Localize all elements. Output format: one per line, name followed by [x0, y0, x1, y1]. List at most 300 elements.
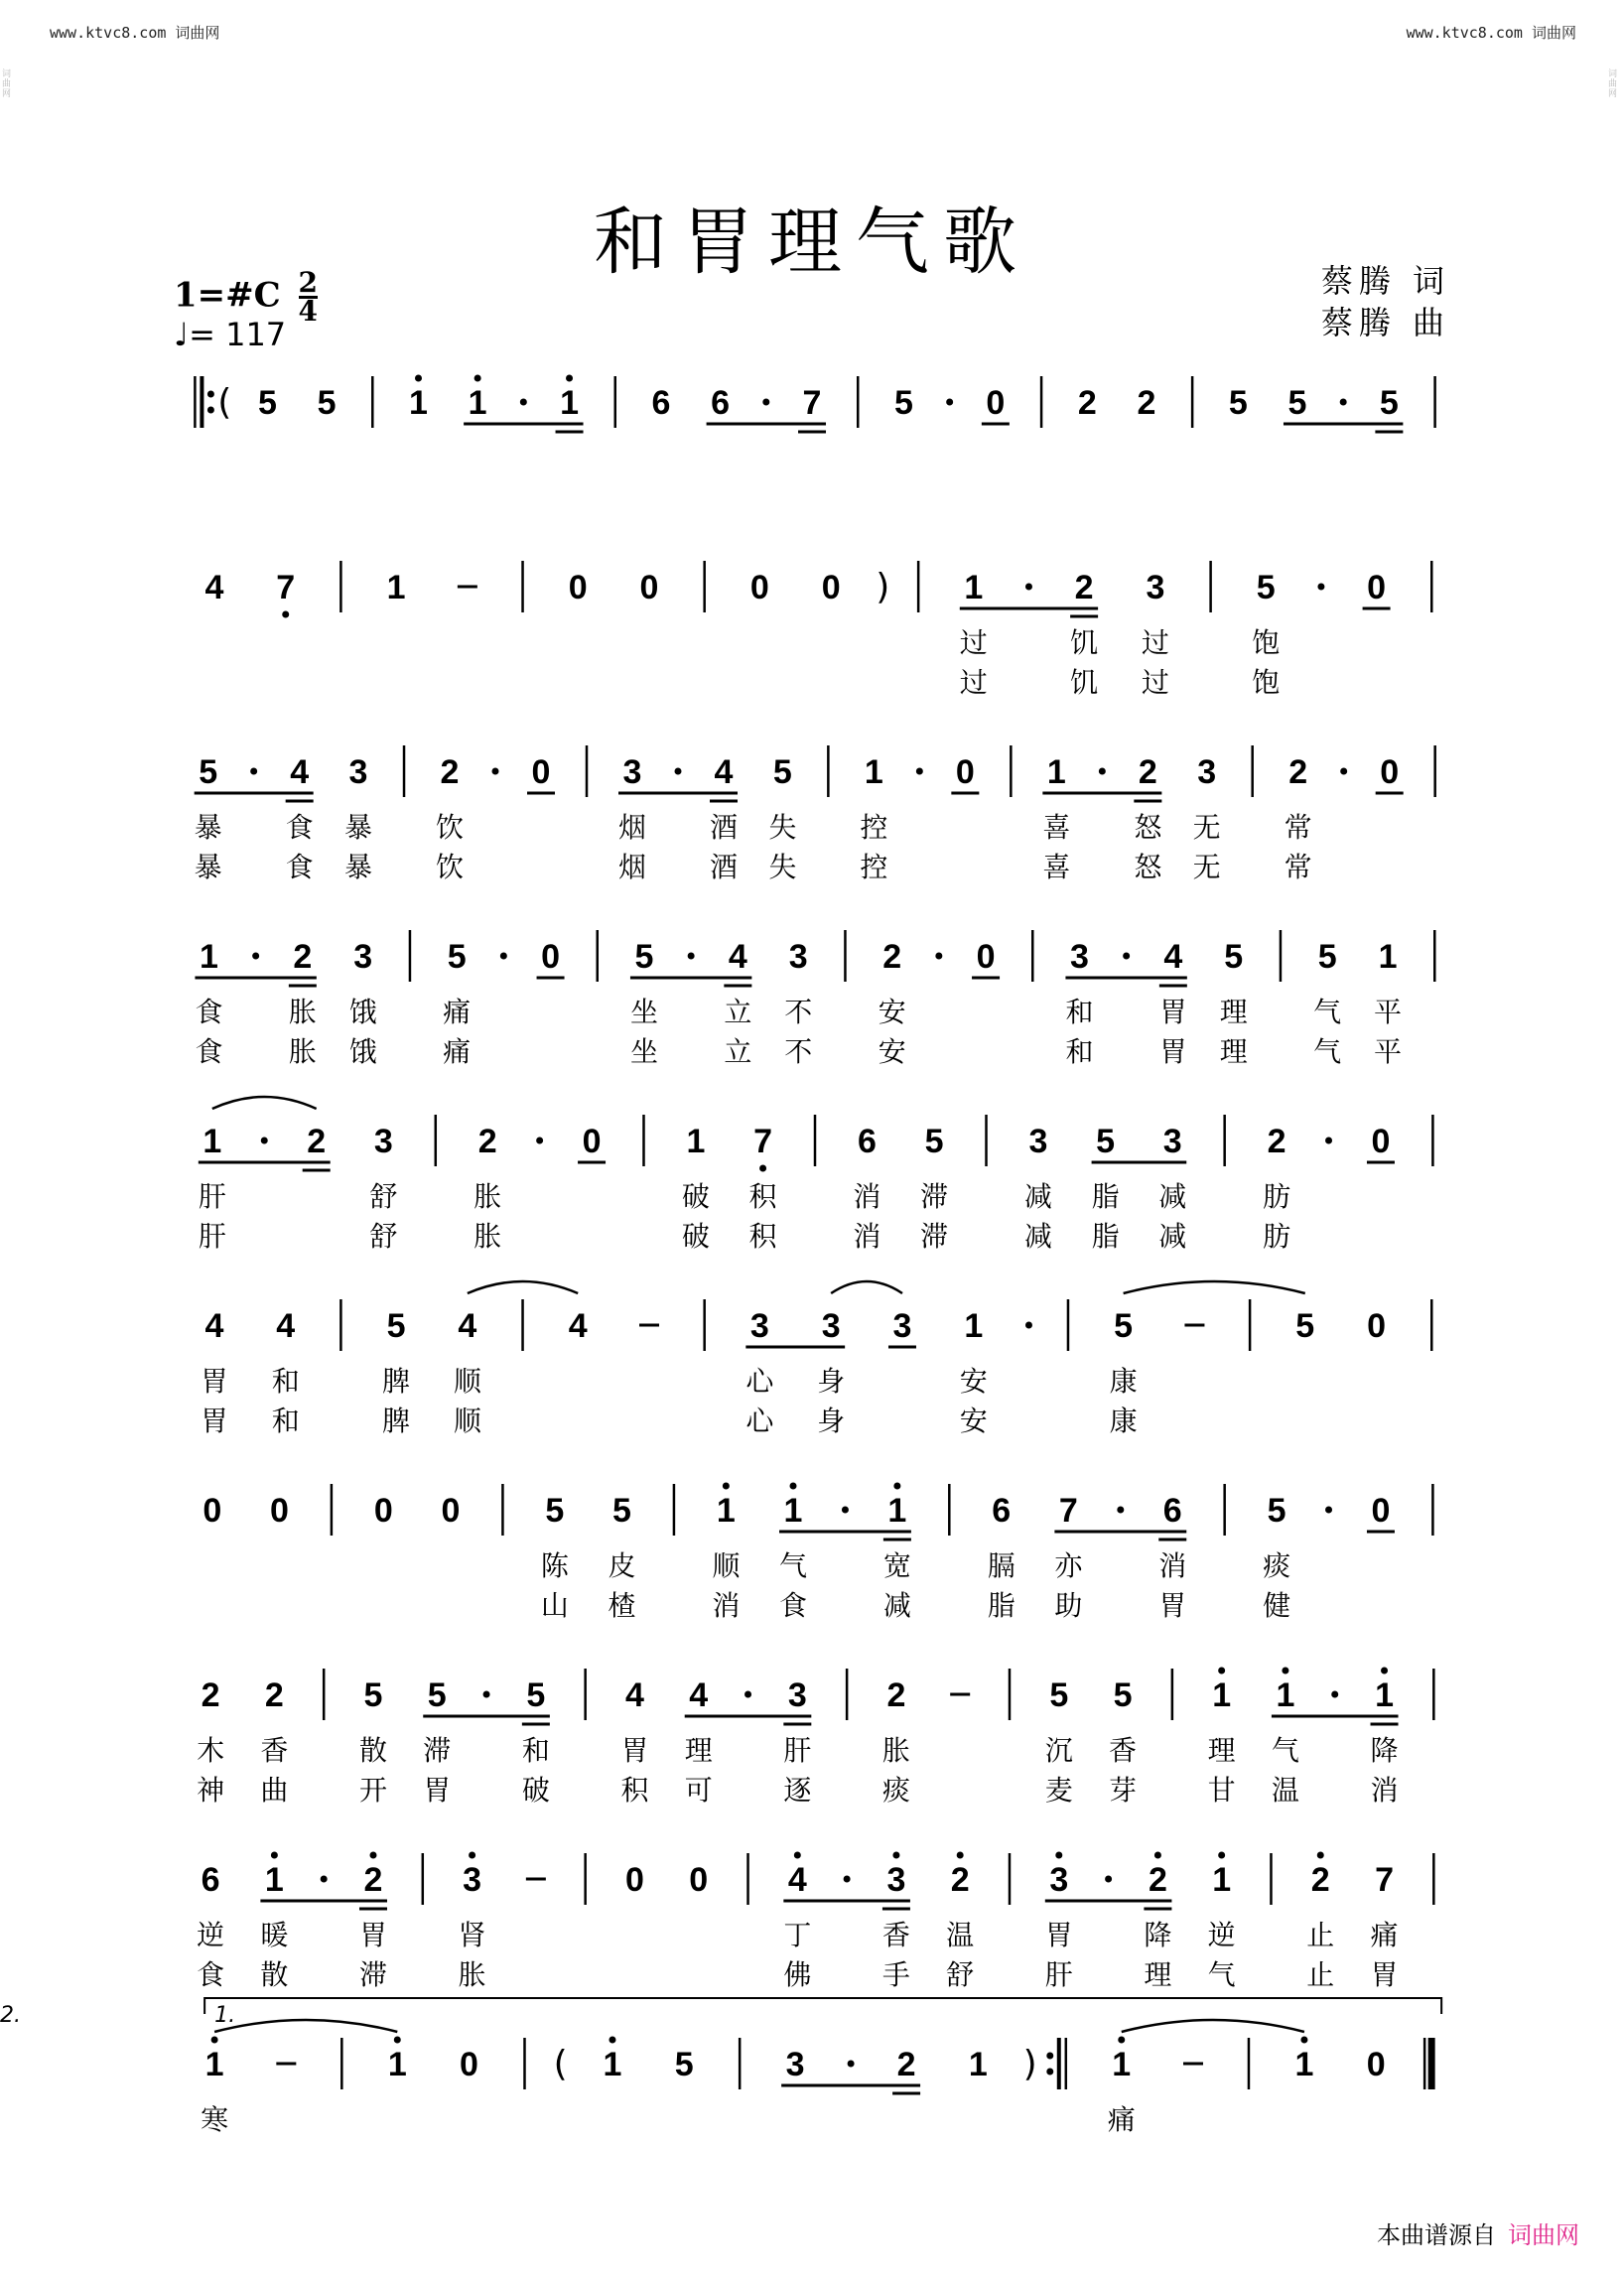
header-source-right: www.ktvc8.com 词曲网: [1406, 24, 1576, 42]
octave-up-dot: [394, 2037, 401, 2044]
octave-up-dot: [892, 1852, 899, 1859]
augmentation-dot: [848, 2061, 855, 2068]
lyric-1: 理: [1219, 996, 1248, 1028]
augmentation-dot: [1325, 1507, 1332, 1514]
note-6: 6: [1162, 1492, 1182, 1530]
footer-source: [1377, 2215, 1579, 2250]
tempo-text: = 117: [189, 316, 287, 353]
lyric-1: 饿: [348, 996, 377, 1028]
lyric-2: 滞: [358, 1958, 388, 1991]
lyric-1: 香: [881, 1919, 910, 1951]
lyric-1: 无: [1192, 811, 1221, 844]
note-5: 5: [1049, 1676, 1069, 1714]
lyric-1: 常: [1284, 811, 1312, 844]
lyric-2: 山: [540, 1589, 569, 1622]
lyric-1: 气: [779, 1549, 808, 1582]
lyric-1: 沉: [1044, 1734, 1073, 1767]
lyric-2: 消: [853, 1220, 881, 1253]
note-0: 0: [1367, 569, 1387, 606]
note-3: 3: [788, 938, 808, 976]
augmentation-dot: [1325, 1138, 1332, 1144]
note-5: 5: [1224, 938, 1244, 976]
volta-label: 2.: [0, 2003, 21, 2028]
lyric-2: 舒: [946, 1958, 975, 1991]
augmentation-dot: [744, 1691, 751, 1698]
lyric-1: 逆: [1207, 1919, 1236, 1951]
lyric-2: 和: [271, 1405, 300, 1437]
lyric-2: 心: [745, 1405, 774, 1437]
lyric-2: 止: [1306, 1958, 1335, 1991]
note-5: 5: [674, 2046, 694, 2083]
lyric-2: 怒: [1134, 851, 1162, 883]
note-2: 2: [293, 938, 313, 976]
note-0: 0: [639, 569, 659, 606]
octave-up-dot: [271, 1852, 278, 1859]
lyric-2: 减: [1023, 1220, 1052, 1253]
lyric-2: 甘: [1207, 1774, 1236, 1807]
lyric-1: 胃: [1158, 996, 1187, 1028]
note-1: 1: [783, 1492, 803, 1530]
lyric-2: 肝: [198, 1220, 226, 1253]
composer-credit: 蔡腾 曲: [1320, 304, 1450, 341]
note-1: 1: [468, 384, 487, 422]
lyric-2: 痛: [443, 1035, 472, 1068]
note-1: 1: [1294, 2046, 1314, 2083]
lyric-2: 积: [748, 1220, 777, 1253]
lyric-1: 温: [946, 1919, 975, 1951]
note-0: 0: [749, 569, 769, 606]
lyric-1: 身: [817, 1365, 846, 1398]
note-1: 1: [264, 1861, 284, 1899]
note-2: 2: [307, 1123, 327, 1160]
augmentation-dot: [916, 768, 923, 775]
lyric-1: 食: [285, 811, 314, 844]
octave-up-dot: [1055, 1852, 1062, 1859]
augmentation-dot: [321, 1876, 328, 1883]
octave-up-dot: [609, 2037, 615, 2044]
lyric-1: 失: [768, 811, 797, 844]
lyricist-credit: 蔡腾 词: [1320, 262, 1450, 300]
note-0: 0: [582, 1123, 602, 1160]
octave-up-dot: [1118, 2037, 1125, 2044]
augmentation-dot: [1340, 768, 1347, 775]
time-signature-bottom: 4: [298, 295, 319, 328]
note-3: 3: [821, 1307, 841, 1345]
note-1: 1: [716, 1492, 736, 1530]
note-4: 4: [714, 753, 734, 791]
lyric-1: 消: [853, 1180, 881, 1213]
note-2: 2: [1310, 1861, 1330, 1899]
volta-label: 1.: [214, 2003, 236, 2028]
note-1: 1: [203, 1123, 222, 1160]
lyric-1: 痛: [443, 996, 472, 1028]
note-4: 4: [276, 1307, 296, 1345]
note-5: 5: [526, 1676, 546, 1714]
note-5: 5: [545, 1492, 565, 1530]
lyric-2: 麦: [1044, 1774, 1073, 1807]
lyric-2: 常: [1284, 851, 1312, 883]
augmentation-dot: [1331, 1691, 1338, 1698]
lyric-1: 暴: [344, 811, 373, 844]
lyric-2: 芽: [1109, 1774, 1138, 1807]
note-5: 5: [199, 753, 218, 791]
note-0: 0: [1367, 1307, 1387, 1345]
note-4: 4: [458, 1307, 477, 1345]
lyric-1: 饱: [1252, 626, 1281, 659]
lyric-2: 破: [521, 1774, 550, 1807]
note-3: 3: [353, 938, 373, 976]
note-4: 4: [1163, 938, 1183, 976]
lyric-2: 脂: [1091, 1220, 1120, 1253]
lyric-2: 肝: [1044, 1958, 1073, 1991]
augmentation-dot: [492, 768, 499, 775]
note-3: 3: [1049, 1861, 1069, 1899]
parenthesis: ): [1022, 2044, 1037, 2084]
augmentation-dot: [1099, 768, 1106, 775]
note-2: 2: [363, 1861, 383, 1899]
augmentation-dot: [261, 1138, 268, 1144]
lyric-2: 不: [784, 1035, 813, 1068]
note-3: 3: [1146, 569, 1165, 606]
note-2: 2: [950, 1861, 970, 1899]
lyric-1: 胀: [474, 1180, 502, 1213]
lyric-1: 减: [1023, 1180, 1052, 1213]
note-1: 1: [964, 569, 984, 606]
note-2: 2: [477, 1123, 497, 1160]
note-3: 3: [892, 1307, 912, 1345]
note-1: 1: [1375, 1676, 1394, 1714]
lyric-2: 楂: [608, 1589, 636, 1622]
augmentation-dot: [842, 1507, 849, 1514]
note-3: 3: [1069, 938, 1089, 976]
note-1: 1: [686, 1123, 706, 1160]
note-1: 1: [887, 1492, 907, 1530]
lyric-1: 食: [195, 996, 223, 1028]
lyric-2: 胃: [1370, 1958, 1399, 1991]
lyric-2: 饮: [436, 851, 465, 883]
note-7: 7: [753, 1123, 773, 1160]
lyric-2: 胃: [423, 1774, 452, 1807]
note-5: 5: [1317, 938, 1337, 976]
lyric-1: 止: [1306, 1919, 1335, 1951]
repeat-dot: [1046, 2069, 1053, 2076]
note-3: 3: [463, 1861, 482, 1899]
note-3: 3: [622, 753, 642, 791]
lyric-1: 气: [1313, 996, 1342, 1028]
note-2: 2: [440, 753, 460, 791]
note-7: 7: [802, 384, 822, 422]
lyric-1: 散: [358, 1734, 388, 1767]
lyric-1: 胃: [200, 1365, 228, 1398]
repeat-dot: [1046, 2053, 1053, 2060]
note-4: 4: [625, 1676, 644, 1714]
tie-slur: [1124, 1281, 1305, 1293]
lyric-2: 积: [620, 1774, 649, 1807]
lyric-1: 康: [1109, 1365, 1138, 1398]
lyric-1: 饮: [436, 811, 465, 844]
lyric-2: 饿: [348, 1035, 377, 1068]
lyric-1: 顺: [712, 1549, 741, 1582]
note-0: 0: [986, 384, 1006, 422]
note-7: 7: [1375, 1861, 1394, 1899]
lyric-1: 香: [260, 1734, 289, 1767]
lyric-1: 香: [1109, 1734, 1138, 1767]
lyric-1: 理: [684, 1734, 713, 1767]
augmentation-dot: [1025, 1322, 1032, 1329]
lyric-2: 肪: [1263, 1220, 1291, 1253]
note-5: 5: [1295, 1307, 1315, 1345]
lyric-2: 饥: [1070, 666, 1099, 699]
header-source-left: www.ktvc8.com 词曲网: [50, 24, 220, 42]
lyric-1: 破: [681, 1180, 710, 1213]
quarter-note-icon: ♩: [174, 316, 190, 353]
note-4: 4: [787, 1861, 807, 1899]
tie-slur: [212, 1097, 317, 1109]
octave-up-dot: [1218, 1668, 1225, 1675]
lyric-2: 无: [1192, 851, 1221, 883]
lyric-2: 理: [1144, 1958, 1172, 1991]
lyric-2: 温: [1271, 1774, 1299, 1807]
note-6: 6: [201, 1861, 220, 1899]
augmentation-dot: [250, 768, 257, 775]
lyric-2: 食: [197, 1958, 225, 1991]
lyric-1: 逆: [197, 1919, 225, 1951]
lyric-1: 降: [1370, 1734, 1399, 1767]
note-4: 4: [728, 938, 747, 976]
lyric-1: 心: [745, 1365, 774, 1398]
augmentation-dot: [675, 768, 682, 775]
lyric-2: 和: [1065, 1035, 1094, 1068]
note-1: 1: [1212, 1676, 1232, 1714]
note-2: 2: [264, 1676, 284, 1714]
note-5: 5: [1287, 384, 1307, 422]
note-1: 1: [387, 2046, 407, 2083]
lyric-2: 脾: [382, 1405, 411, 1437]
note-4: 4: [204, 569, 224, 606]
note-4: 4: [568, 1307, 588, 1345]
note-1: 1: [560, 384, 580, 422]
note-5: 5: [317, 384, 337, 422]
octave-up-dot: [794, 1852, 801, 1859]
lyric-2: 痰: [881, 1774, 910, 1807]
note-2: 2: [1148, 1861, 1167, 1899]
lyric-1: 痛: [1107, 2103, 1136, 2136]
octave-up-dot: [1317, 1852, 1324, 1859]
note-1: 1: [1276, 1676, 1295, 1714]
lyric-1: 过: [1141, 626, 1169, 659]
note-5: 5: [893, 384, 913, 422]
note-5: 5: [612, 1492, 631, 1530]
lyric-2: 暴: [194, 851, 222, 883]
note-2: 2: [1074, 569, 1094, 606]
lyric-2: 神: [197, 1774, 225, 1807]
lyric-2: 减: [1158, 1220, 1187, 1253]
lyric-1: 过: [959, 626, 988, 659]
lyric-1: 胀: [881, 1734, 910, 1767]
note-0: 0: [689, 1861, 709, 1899]
note-1: 1: [603, 2046, 622, 2083]
lyric-1: 舒: [369, 1180, 398, 1213]
note-5: 5: [447, 938, 467, 976]
lyric-2: 顺: [453, 1405, 481, 1437]
lyric-1: 滞: [423, 1734, 452, 1767]
lyric-2: 控: [860, 851, 888, 883]
lyric-2: 烟: [618, 851, 647, 883]
note-5: 5: [257, 384, 277, 422]
augmentation-dot: [1105, 1876, 1112, 1883]
lyric-2: 身: [817, 1405, 846, 1437]
lyric-2: 气: [1313, 1035, 1342, 1068]
note-3: 3: [1197, 753, 1217, 791]
lyric-1: 怒: [1134, 811, 1162, 844]
lyric-1: 暴: [194, 811, 222, 844]
repeat-dot: [207, 391, 214, 398]
lyric-1: 立: [724, 996, 752, 1028]
augmentation-dot: [688, 953, 695, 960]
lyric-1: 胃: [620, 1734, 649, 1767]
note-1: 1: [409, 384, 428, 422]
octave-up-dot: [893, 1483, 900, 1490]
lyric-2: 食: [779, 1589, 808, 1622]
note-5: 5: [1256, 569, 1276, 606]
augmentation-dot: [1025, 584, 1032, 591]
note-3: 3: [787, 1676, 807, 1714]
note-3: 3: [1162, 1123, 1182, 1160]
lyric-1: 木: [197, 1734, 225, 1767]
note-5: 5: [427, 1676, 447, 1714]
lyric-2: 喜: [1042, 851, 1071, 883]
lyric-2: 理: [1219, 1035, 1248, 1068]
note-1: 1: [1212, 1861, 1232, 1899]
note-3: 3: [348, 753, 368, 791]
augmentation-dot: [762, 399, 769, 406]
octave-up-dot: [369, 1852, 376, 1859]
lyric-1: 和: [521, 1734, 550, 1767]
note-4: 4: [290, 753, 310, 791]
octave-up-dot: [1154, 1852, 1161, 1859]
note-1: 1: [1046, 753, 1066, 791]
lyric-1: 痛: [1370, 1919, 1399, 1951]
lyric-1: 饥: [1070, 626, 1099, 659]
augmentation-dot: [252, 953, 259, 960]
note-5: 5: [363, 1676, 383, 1714]
note-6: 6: [711, 384, 731, 422]
note-2: 2: [201, 1676, 220, 1714]
lyric-1: 烟: [618, 811, 647, 844]
note-6: 6: [992, 1492, 1012, 1530]
lyric-1: 暖: [260, 1919, 289, 1951]
lyric-1: 减: [1158, 1180, 1187, 1213]
lyric-1: 控: [860, 811, 888, 844]
augmentation-dot: [946, 399, 953, 406]
augmentation-dot: [935, 953, 942, 960]
note-2: 2: [1267, 1123, 1286, 1160]
lyric-2: 食: [195, 1035, 223, 1068]
octave-up-dot: [790, 1483, 797, 1490]
parenthesis: (: [553, 2044, 568, 2084]
note-0: 0: [821, 569, 841, 606]
augmentation-dot: [520, 399, 527, 406]
lyric-2: 暴: [344, 851, 373, 883]
lyric-2: 逐: [783, 1774, 812, 1807]
lyric-2: 散: [260, 1958, 289, 1991]
augmentation-dot: [1317, 584, 1324, 591]
octave-down-dot: [282, 611, 289, 618]
note-1: 1: [199, 938, 218, 976]
lyric-1: 宽: [882, 1549, 911, 1582]
lyric-1: 肝: [198, 1180, 226, 1213]
lyric-1: 痰: [1263, 1549, 1291, 1582]
parenthesis: (: [217, 382, 232, 423]
lyric-2: 胃: [1158, 1589, 1187, 1622]
time-signature-top: 2: [298, 266, 319, 299]
augmentation-dot: [500, 953, 507, 960]
footer-label: 本曲谱源自: [1377, 2221, 1496, 2249]
note-6: 6: [651, 384, 671, 422]
note-5: 5: [1267, 1492, 1286, 1530]
note-2: 2: [1137, 384, 1156, 422]
tie-slur: [831, 1281, 902, 1293]
lyric-2: 佛: [783, 1958, 812, 1991]
lyric-1: 胃: [1044, 1919, 1073, 1951]
note-0: 0: [1380, 753, 1400, 791]
lyric-2: 舒: [369, 1220, 398, 1253]
lyric-2: 开: [358, 1774, 388, 1807]
note-1: 1: [964, 1307, 984, 1345]
lyric-2: 滞: [920, 1220, 949, 1253]
augmentation-dot: [1340, 399, 1347, 406]
lyric-1: 不: [784, 996, 813, 1028]
lyric-2: 胃: [200, 1405, 228, 1437]
side-watermark-left: 词曲网: [2, 69, 12, 99]
lyric-2: 手: [881, 1958, 910, 1991]
octave-up-dot: [1381, 1668, 1388, 1675]
note-2: 2: [1288, 753, 1308, 791]
repeat-dot: [207, 407, 214, 414]
lyric-2: 饱: [1252, 666, 1281, 699]
note-5: 5: [1379, 384, 1399, 422]
tie-slur: [468, 1281, 578, 1293]
lyric-2: 胀: [458, 1958, 486, 1991]
lyric-2: 消: [712, 1589, 741, 1622]
lyric-2: 失: [768, 851, 797, 883]
lyric-1: 安: [878, 996, 906, 1028]
tie-slur: [214, 2020, 397, 2032]
note-2: 2: [882, 938, 902, 976]
parenthesis: ): [876, 567, 890, 607]
octave-up-dot: [1282, 1668, 1288, 1675]
lyric-1: 气: [1271, 1734, 1299, 1767]
note-3: 3: [886, 1861, 906, 1899]
note-0: 0: [270, 1492, 289, 1530]
lyric-1: 陈: [540, 1549, 569, 1582]
note-5: 5: [1114, 1307, 1134, 1345]
lyric-2: 酒: [709, 851, 739, 883]
note-0: 0: [541, 938, 561, 976]
lyric-1: 脾: [382, 1365, 411, 1398]
note-6: 6: [857, 1123, 877, 1160]
octave-up-dot: [723, 1483, 730, 1490]
octave-up-dot: [211, 2037, 218, 2044]
lyric-1: 酒: [709, 811, 739, 844]
lyric-2: 康: [1109, 1405, 1138, 1437]
note-4: 4: [689, 1676, 709, 1714]
note-2: 2: [886, 1676, 906, 1714]
lyric-1: 膈: [987, 1549, 1015, 1582]
note-5: 5: [1228, 384, 1248, 422]
lyric-1: 肪: [1263, 1180, 1291, 1213]
lyric-1: 皮: [608, 1549, 636, 1582]
